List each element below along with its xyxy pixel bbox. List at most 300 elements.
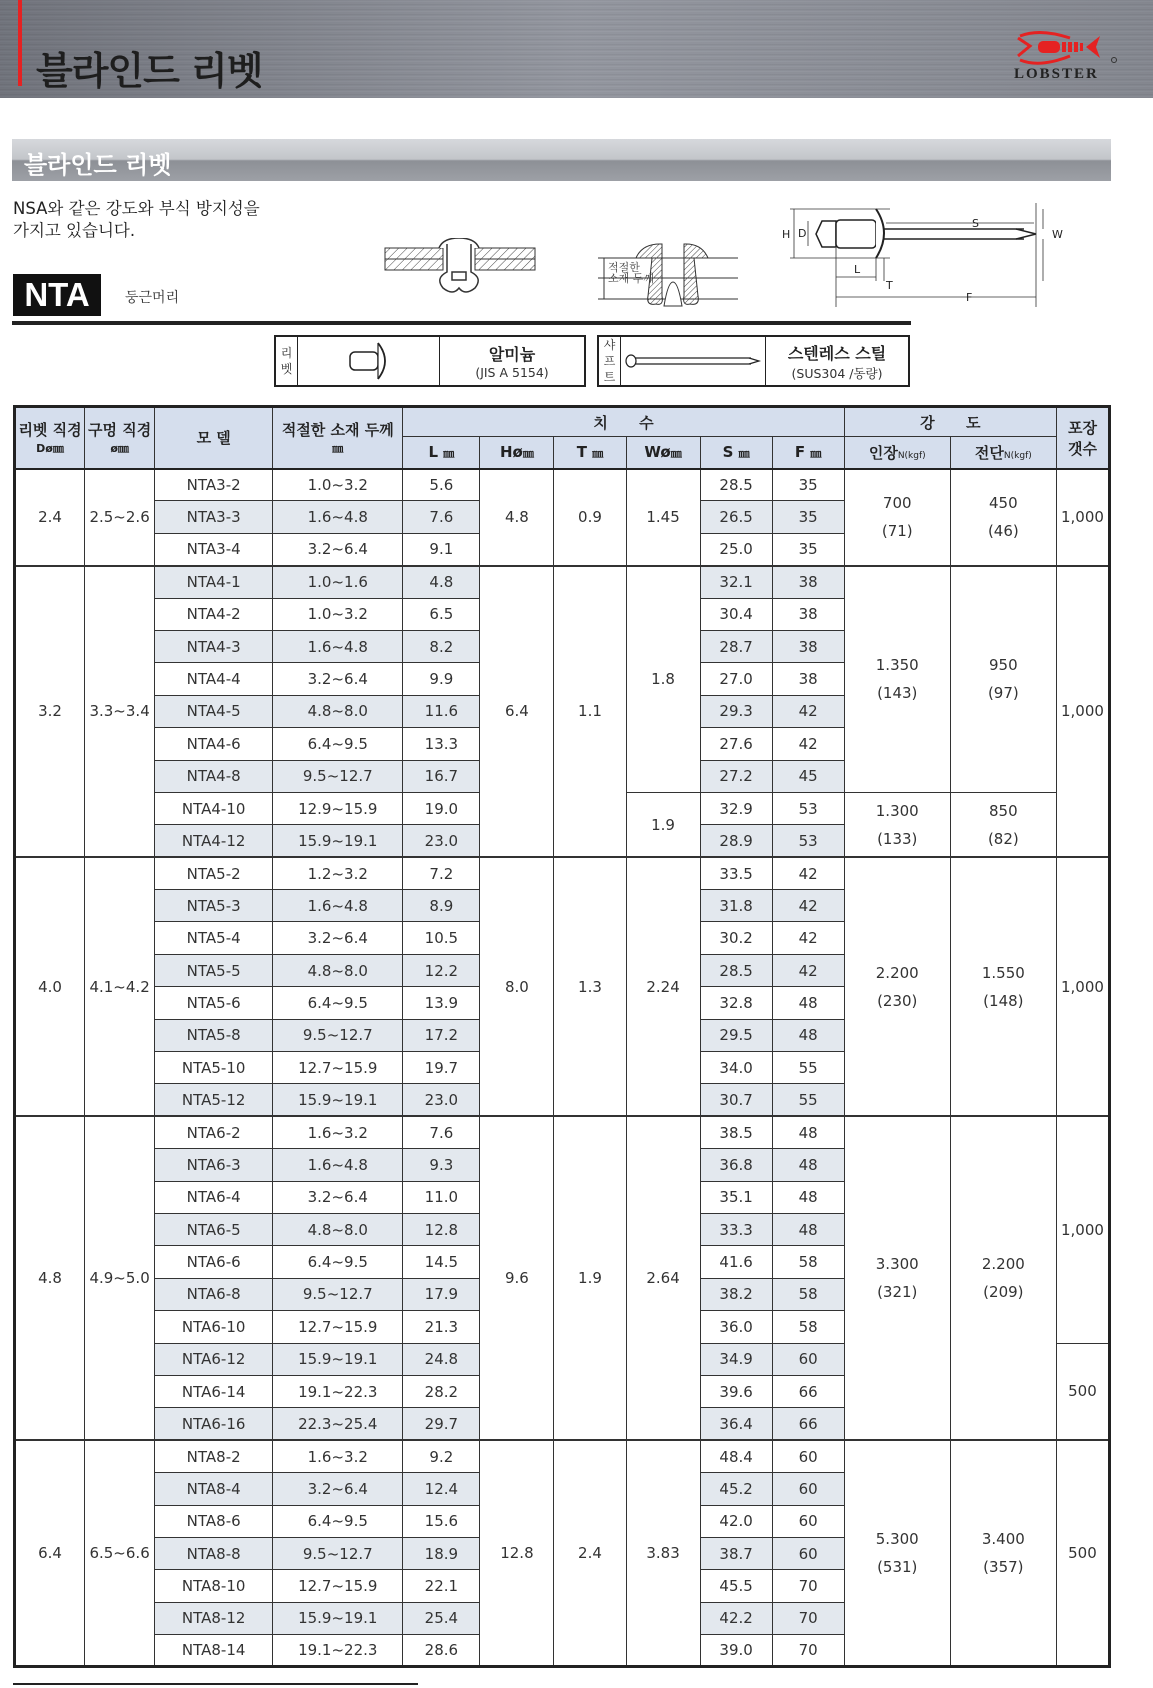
dim-label-f: F bbox=[966, 291, 973, 304]
l-cell: 18.9 bbox=[403, 1537, 480, 1569]
model-cell: NTA4-5 bbox=[155, 695, 273, 727]
f-cell: 42 bbox=[772, 695, 844, 727]
thickness-cell: 1.6~4.8 bbox=[273, 630, 403, 662]
col-s bbox=[700, 437, 772, 469]
thickness-cell: 4.8~8.0 bbox=[273, 954, 403, 986]
f-cell: 38 bbox=[772, 663, 844, 695]
s-cell: 29.5 bbox=[700, 1019, 772, 1051]
l-cell: 10.5 bbox=[403, 922, 480, 954]
col-rivet-dia bbox=[15, 407, 85, 469]
h-cell: 9.6 bbox=[480, 1116, 554, 1440]
header-label: 리벳 직경 bbox=[18, 421, 82, 440]
rivet-dia-cell: 2.4 bbox=[15, 469, 85, 566]
model-cell: NTA5-5 bbox=[155, 954, 273, 986]
pack-cell: 1,000 bbox=[1056, 566, 1109, 858]
rivet-group bbox=[15, 1440, 1110, 1667]
col-model: 모 델 bbox=[155, 407, 273, 469]
header-label: T bbox=[576, 443, 587, 462]
f-cell: 66 bbox=[772, 1375, 844, 1407]
tensile-kgf: (321) bbox=[877, 1283, 918, 1302]
model-cell: NTA6-12 bbox=[155, 1343, 273, 1375]
header-label: Hø bbox=[499, 443, 523, 462]
l-cell: 12.8 bbox=[403, 1213, 480, 1245]
t-cell: 1.3 bbox=[554, 857, 626, 1116]
thickness-cell: 3.2~6.4 bbox=[273, 533, 403, 565]
t-cell: 0.9 bbox=[554, 469, 626, 566]
s-cell: 45.5 bbox=[700, 1570, 772, 1602]
material-name: 알미늄 bbox=[488, 345, 536, 364]
material-spec: (SUS304 /동량) bbox=[791, 365, 883, 381]
f-cell: 55 bbox=[772, 1052, 844, 1084]
thickness-cell: 1.6~4.8 bbox=[273, 1149, 403, 1181]
model-cell: NTA5-3 bbox=[155, 890, 273, 922]
head-type-label: 둥근머리 bbox=[125, 290, 180, 306]
s-cell: 48.4 bbox=[700, 1440, 772, 1472]
h-cell: 12.8 bbox=[480, 1440, 554, 1667]
model-cell: NTA5-2 bbox=[155, 857, 273, 889]
model-cell: NTA5-10 bbox=[155, 1052, 273, 1084]
l-cell: 7.6 bbox=[403, 501, 480, 533]
model-cell: NTA6-3 bbox=[155, 1149, 273, 1181]
s-cell: 28.5 bbox=[700, 954, 772, 986]
thickness-cell: 12.9~15.9 bbox=[273, 792, 403, 824]
rivet-group bbox=[15, 566, 1110, 858]
f-cell: 60 bbox=[772, 1473, 844, 1505]
l-cell: 28.2 bbox=[403, 1375, 480, 1407]
s-cell: 38.2 bbox=[700, 1278, 772, 1310]
thickness-cell: 9.5~12.7 bbox=[273, 1019, 403, 1051]
t-cell: 1.1 bbox=[554, 566, 626, 858]
model-cell: NTA4-12 bbox=[155, 825, 273, 857]
table-row bbox=[15, 1116, 1110, 1148]
model-cell: NTA5-8 bbox=[155, 1019, 273, 1051]
s-cell: 36.4 bbox=[700, 1408, 772, 1440]
col-h bbox=[480, 437, 554, 469]
header-unit: ㎜ bbox=[810, 447, 822, 461]
l-cell: 4.8 bbox=[403, 566, 480, 598]
model-cell: NTA5-6 bbox=[155, 987, 273, 1019]
thickness-label-1: 적절한 bbox=[608, 261, 640, 274]
s-cell: 28.7 bbox=[700, 630, 772, 662]
model-cell: NTA5-4 bbox=[155, 922, 273, 954]
tensile-value: 5.300 bbox=[875, 1530, 919, 1549]
l-cell: 8.9 bbox=[403, 890, 480, 922]
tensile-kgf: (71) bbox=[881, 522, 913, 541]
f-cell: 58 bbox=[772, 1278, 844, 1310]
l-cell: 17.9 bbox=[403, 1278, 480, 1310]
f-cell: 60 bbox=[772, 1343, 844, 1375]
thickness-cell: 1.6~3.2 bbox=[273, 1116, 403, 1148]
l-cell: 15.6 bbox=[403, 1505, 480, 1537]
l-cell: 24.8 bbox=[403, 1343, 480, 1375]
s-cell: 30.2 bbox=[700, 922, 772, 954]
table-row bbox=[15, 566, 1110, 598]
l-cell: 9.1 bbox=[403, 533, 480, 565]
w-cell: 2.64 bbox=[626, 1116, 700, 1440]
part-label-char: 벳 bbox=[280, 362, 293, 376]
divider bbox=[12, 321, 911, 325]
rivet-crosssection-diagram bbox=[383, 238, 543, 296]
shear-kgf: (82) bbox=[987, 829, 1019, 848]
rivet-material-name bbox=[440, 337, 584, 385]
brand-logo bbox=[1010, 30, 1130, 90]
l-cell: 9.3 bbox=[403, 1149, 480, 1181]
thickness-cell: 6.4~9.5 bbox=[273, 728, 403, 760]
f-cell: 55 bbox=[772, 1084, 844, 1116]
product-description bbox=[13, 198, 313, 242]
tensile-cell bbox=[844, 566, 950, 793]
page-title: 블라인드 리벳 bbox=[36, 49, 263, 93]
thickness-cell: 15.9~19.1 bbox=[273, 1602, 403, 1634]
rivet-material-box bbox=[274, 335, 586, 387]
pack-cell: 1,000 bbox=[1056, 857, 1109, 1116]
thickness-cell: 6.4~9.5 bbox=[273, 1246, 403, 1278]
tensile-cell bbox=[844, 1440, 950, 1667]
h-cell: 6.4 bbox=[480, 566, 554, 858]
table-header bbox=[15, 407, 1110, 469]
thickness-cell: 1.2~3.2 bbox=[273, 857, 403, 889]
section-header bbox=[12, 139, 1111, 181]
header-unit: N(kgf) bbox=[1003, 450, 1032, 461]
col-shear bbox=[950, 437, 1056, 469]
thickness-cell: 1.0~3.2 bbox=[273, 598, 403, 630]
rivet-picture bbox=[298, 337, 440, 385]
col-hole-dia bbox=[85, 407, 155, 469]
thickness-cell: 3.2~6.4 bbox=[273, 1181, 403, 1213]
f-cell: 53 bbox=[772, 825, 844, 857]
model-cell: NTA4-1 bbox=[155, 566, 273, 598]
dim-label-l: L bbox=[854, 263, 861, 276]
s-cell: 36.8 bbox=[700, 1149, 772, 1181]
header-unit: ㎜ bbox=[443, 447, 455, 461]
header-label: 구멍 직경 bbox=[88, 421, 152, 440]
l-cell: 21.3 bbox=[403, 1311, 480, 1343]
pack-cell: 500 bbox=[1056, 1343, 1109, 1440]
dim-label-d: D bbox=[798, 227, 807, 240]
f-cell: 70 bbox=[772, 1602, 844, 1634]
header-label: Wø bbox=[644, 443, 671, 462]
f-cell: 58 bbox=[772, 1246, 844, 1278]
thickness-cell: 15.9~19.1 bbox=[273, 1343, 403, 1375]
dim-label-t: T bbox=[886, 279, 893, 292]
f-cell: 48 bbox=[772, 1116, 844, 1148]
f-cell: 38 bbox=[772, 598, 844, 630]
part-label-char: 트 bbox=[603, 370, 616, 384]
f-cell: 42 bbox=[772, 954, 844, 986]
header-label: S bbox=[722, 443, 734, 462]
s-cell: 27.2 bbox=[700, 760, 772, 792]
dim-label-w: W bbox=[1052, 228, 1063, 241]
lobster-icon bbox=[1010, 30, 1130, 66]
f-cell: 35 bbox=[772, 501, 844, 533]
model-cell: NTA8-4 bbox=[155, 1473, 273, 1505]
part-label-char: 리 bbox=[280, 346, 293, 360]
thickness-cell: 19.1~22.3 bbox=[273, 1375, 403, 1407]
shear-cell bbox=[950, 1440, 1056, 1667]
rivet-dia-cell: 3.2 bbox=[15, 566, 85, 858]
model-cell: NTA3-4 bbox=[155, 533, 273, 565]
s-cell: 45.2 bbox=[700, 1473, 772, 1505]
t-cell: 1.9 bbox=[554, 1116, 626, 1440]
shaft-icon bbox=[621, 337, 766, 385]
w-cell: 2.24 bbox=[626, 857, 700, 1116]
thickness-cell: 3.2~6.4 bbox=[273, 1473, 403, 1505]
s-cell: 30.7 bbox=[700, 1084, 772, 1116]
part-label-rivet bbox=[276, 337, 298, 385]
model-cell: NTA6-2 bbox=[155, 1116, 273, 1148]
hole-dia-cell: 2.5~2.6 bbox=[85, 469, 155, 566]
f-cell: 48 bbox=[772, 1019, 844, 1051]
model-cell: NTA6-8 bbox=[155, 1278, 273, 1310]
shear-kgf: (46) bbox=[987, 522, 1019, 541]
model-cell: NTA4-3 bbox=[155, 630, 273, 662]
thickness-cell: 1.6~4.8 bbox=[273, 890, 403, 922]
s-cell: 30.4 bbox=[700, 598, 772, 630]
thickness-cell: 9.5~12.7 bbox=[273, 760, 403, 792]
f-cell: 38 bbox=[772, 630, 844, 662]
shaft-picture bbox=[621, 337, 766, 385]
rivet-dia-cell: 6.4 bbox=[15, 1440, 85, 1667]
header-unit: ø㎜ bbox=[110, 442, 129, 456]
f-cell: 58 bbox=[772, 1311, 844, 1343]
description-line: NSA와 같은 강도와 부식 방지성을 bbox=[13, 199, 260, 218]
model-cell: NTA6-5 bbox=[155, 1213, 273, 1245]
table-row bbox=[15, 857, 1110, 889]
model-cell: NTA8-2 bbox=[155, 1440, 273, 1472]
f-cell: 60 bbox=[772, 1537, 844, 1569]
l-cell: 22.1 bbox=[403, 1570, 480, 1602]
thickness-cell: 4.8~8.0 bbox=[273, 695, 403, 727]
table-row bbox=[15, 1440, 1110, 1472]
rivet-icon bbox=[298, 337, 440, 385]
s-cell: 27.6 bbox=[700, 728, 772, 760]
t-cell: 2.4 bbox=[554, 1440, 626, 1667]
model-cell: NTA8-12 bbox=[155, 1602, 273, 1634]
header-label: 포장 bbox=[1067, 418, 1097, 437]
hole-dia-cell: 3.3~3.4 bbox=[85, 566, 155, 858]
f-cell: 42 bbox=[772, 890, 844, 922]
tensile-value: 3.300 bbox=[875, 1255, 919, 1274]
f-cell: 48 bbox=[772, 987, 844, 1019]
shaft-material-box bbox=[597, 335, 910, 387]
f-cell: 66 bbox=[772, 1408, 844, 1440]
l-cell: 11.6 bbox=[403, 695, 480, 727]
rivet-dia-cell: 4.8 bbox=[15, 1116, 85, 1440]
part-label-char: 샤 bbox=[603, 338, 616, 352]
f-cell: 70 bbox=[772, 1570, 844, 1602]
shear-cell bbox=[950, 566, 1056, 793]
s-cell: 28.9 bbox=[700, 825, 772, 857]
shear-cell bbox=[950, 792, 1056, 857]
l-cell: 7.2 bbox=[403, 857, 480, 889]
thickness-label-2: 소재 두께 bbox=[608, 272, 655, 285]
s-cell: 38.5 bbox=[700, 1116, 772, 1148]
part-label-shaft bbox=[599, 337, 621, 385]
tensile-cell bbox=[844, 1116, 950, 1440]
shear-kgf: (148) bbox=[983, 991, 1024, 1010]
f-cell: 42 bbox=[772, 857, 844, 889]
l-cell: 9.2 bbox=[403, 1440, 480, 1472]
s-cell: 33.3 bbox=[700, 1213, 772, 1245]
thickness-cell: 3.2~6.4 bbox=[273, 663, 403, 695]
tensile-kgf: (531) bbox=[877, 1558, 918, 1577]
header-label: 적절한 소재 두께 bbox=[281, 421, 394, 440]
thickness-cell: 12.7~15.9 bbox=[273, 1052, 403, 1084]
tensile-kgf: (133) bbox=[877, 829, 918, 848]
thickness-cell: 6.4~9.5 bbox=[273, 1505, 403, 1537]
pack-cell: 1,000 bbox=[1056, 1116, 1109, 1343]
product-code-badge: NTA bbox=[13, 274, 101, 316]
shear-kgf: (357) bbox=[983, 1558, 1024, 1577]
model-cell: NTA4-6 bbox=[155, 728, 273, 760]
model-cell: NTA4-4 bbox=[155, 663, 273, 695]
s-cell: 27.0 bbox=[700, 663, 772, 695]
pack-cell: 500 bbox=[1056, 1440, 1109, 1667]
header-label: F bbox=[794, 443, 806, 462]
l-cell: 14.5 bbox=[403, 1246, 480, 1278]
material-name: 스텐레스 스틸 bbox=[787, 343, 887, 363]
thickness-cell: 3.2~6.4 bbox=[273, 922, 403, 954]
w-cell: 1.9 bbox=[626, 792, 700, 857]
shaft-material-name bbox=[766, 337, 908, 385]
section-title: 블라인드 리벳 bbox=[24, 151, 172, 179]
tensile-value: 1.300 bbox=[875, 801, 919, 820]
model-cell: NTA6-6 bbox=[155, 1246, 273, 1278]
shear-cell bbox=[950, 857, 1056, 1116]
shear-value: 950 bbox=[989, 656, 1018, 675]
l-cell: 23.0 bbox=[403, 1084, 480, 1116]
s-cell: 39.0 bbox=[700, 1635, 772, 1667]
s-cell: 36.0 bbox=[700, 1311, 772, 1343]
hole-dia-cell: 6.5~6.6 bbox=[85, 1440, 155, 1667]
l-cell: 28.6 bbox=[403, 1635, 480, 1667]
s-cell: 42.0 bbox=[700, 1505, 772, 1537]
hole-dia-cell: 4.9~5.0 bbox=[85, 1116, 155, 1440]
header-unit: ㎜ bbox=[332, 442, 344, 456]
tensile-cell bbox=[844, 469, 950, 566]
tensile-kgf: (230) bbox=[877, 991, 918, 1010]
shear-value: 1.550 bbox=[981, 963, 1025, 982]
l-cell: 11.0 bbox=[403, 1181, 480, 1213]
l-cell: 23.0 bbox=[403, 825, 480, 857]
f-cell: 35 bbox=[772, 469, 844, 501]
hole-dia-cell: 4.1~4.2 bbox=[85, 857, 155, 1116]
header-unit: ㎜ bbox=[738, 447, 750, 461]
l-cell: 9.9 bbox=[403, 663, 480, 695]
thickness-cell: 19.1~22.3 bbox=[273, 1635, 403, 1667]
w-cell: 1.45 bbox=[626, 469, 700, 566]
l-cell: 13.3 bbox=[403, 728, 480, 760]
model-cell: NTA8-8 bbox=[155, 1537, 273, 1569]
col-w bbox=[626, 437, 700, 469]
pack-cell: 1,000 bbox=[1056, 469, 1109, 566]
model-cell: NTA4-8 bbox=[155, 760, 273, 792]
thickness-cell: 15.9~19.1 bbox=[273, 825, 403, 857]
s-cell: 32.1 bbox=[700, 566, 772, 598]
thickness-cell: 1.6~4.8 bbox=[273, 501, 403, 533]
tensile-cell bbox=[844, 792, 950, 857]
model-cell: NTA6-16 bbox=[155, 1408, 273, 1440]
thickness-cell: 6.4~9.5 bbox=[273, 987, 403, 1019]
dimension-diagram bbox=[780, 203, 1120, 307]
col-group-dimensions: 치 수 bbox=[403, 407, 844, 437]
thickness-cell: 15.9~19.1 bbox=[273, 1084, 403, 1116]
l-cell: 13.9 bbox=[403, 987, 480, 1019]
shear-kgf: (209) bbox=[983, 1283, 1024, 1302]
dim-label-s: S bbox=[972, 217, 979, 230]
col-t bbox=[554, 437, 626, 469]
model-cell: NTA5-12 bbox=[155, 1084, 273, 1116]
f-cell: 53 bbox=[772, 792, 844, 824]
s-cell: 33.5 bbox=[700, 857, 772, 889]
l-cell: 17.2 bbox=[403, 1019, 480, 1051]
l-cell: 19.0 bbox=[403, 792, 480, 824]
footer-rule bbox=[13, 1683, 418, 1685]
shear-cell bbox=[950, 1116, 1056, 1440]
l-cell: 25.4 bbox=[403, 1602, 480, 1634]
f-cell: 70 bbox=[772, 1635, 844, 1667]
l-cell: 12.2 bbox=[403, 954, 480, 986]
s-cell: 25.0 bbox=[700, 533, 772, 565]
f-cell: 42 bbox=[772, 922, 844, 954]
s-cell: 41.6 bbox=[700, 1246, 772, 1278]
model-cell: NTA4-10 bbox=[155, 792, 273, 824]
shear-value: 850 bbox=[989, 801, 1018, 820]
header-label: 인장 bbox=[868, 443, 898, 462]
tensile-value: 1.350 bbox=[875, 656, 919, 675]
thickness-cell: 12.7~15.9 bbox=[273, 1570, 403, 1602]
w-cell: 1.8 bbox=[626, 566, 700, 793]
col-pack bbox=[1056, 407, 1109, 469]
f-cell: 35 bbox=[772, 533, 844, 565]
thickness-diagram bbox=[590, 228, 740, 308]
thickness-cell: 12.7~15.9 bbox=[273, 1311, 403, 1343]
rivet-group bbox=[15, 1116, 1110, 1440]
model-cell: NTA8-6 bbox=[155, 1505, 273, 1537]
s-cell: 29.3 bbox=[700, 695, 772, 727]
table-row bbox=[15, 469, 1110, 501]
header-label: 갯수 bbox=[1067, 439, 1097, 458]
tensile-value: 700 bbox=[882, 494, 912, 513]
thickness-cell: 1.6~3.2 bbox=[273, 1440, 403, 1472]
thickness-cell: 9.5~12.7 bbox=[273, 1278, 403, 1310]
col-tensile bbox=[844, 437, 950, 469]
header-label: 전단 bbox=[974, 443, 1004, 462]
f-cell: 38 bbox=[772, 566, 844, 598]
l-cell: 16.7 bbox=[403, 760, 480, 792]
f-cell: 45 bbox=[772, 760, 844, 792]
header-unit: ㎜ bbox=[592, 447, 604, 461]
col-f bbox=[772, 437, 844, 469]
f-cell: 48 bbox=[772, 1149, 844, 1181]
part-label-char: 프 bbox=[603, 354, 616, 368]
s-cell: 32.8 bbox=[700, 987, 772, 1019]
header-unit: N(kgf) bbox=[897, 450, 926, 461]
s-cell: 39.6 bbox=[700, 1375, 772, 1407]
logo-text: LOBSTER bbox=[1014, 66, 1099, 82]
model-cell: NTA3-2 bbox=[155, 469, 273, 501]
rivet-group bbox=[15, 857, 1110, 1116]
f-cell: 42 bbox=[772, 728, 844, 760]
header-unit: ㎜ bbox=[522, 447, 534, 461]
s-cell: 34.0 bbox=[700, 1052, 772, 1084]
model-cell: NTA8-14 bbox=[155, 1635, 273, 1667]
s-cell: 31.8 bbox=[700, 890, 772, 922]
header-unit: Dø㎜ bbox=[36, 442, 64, 456]
shear-value: 450 bbox=[989, 494, 1018, 513]
model-cell: NTA4-2 bbox=[155, 598, 273, 630]
tensile-cell bbox=[844, 857, 950, 1116]
